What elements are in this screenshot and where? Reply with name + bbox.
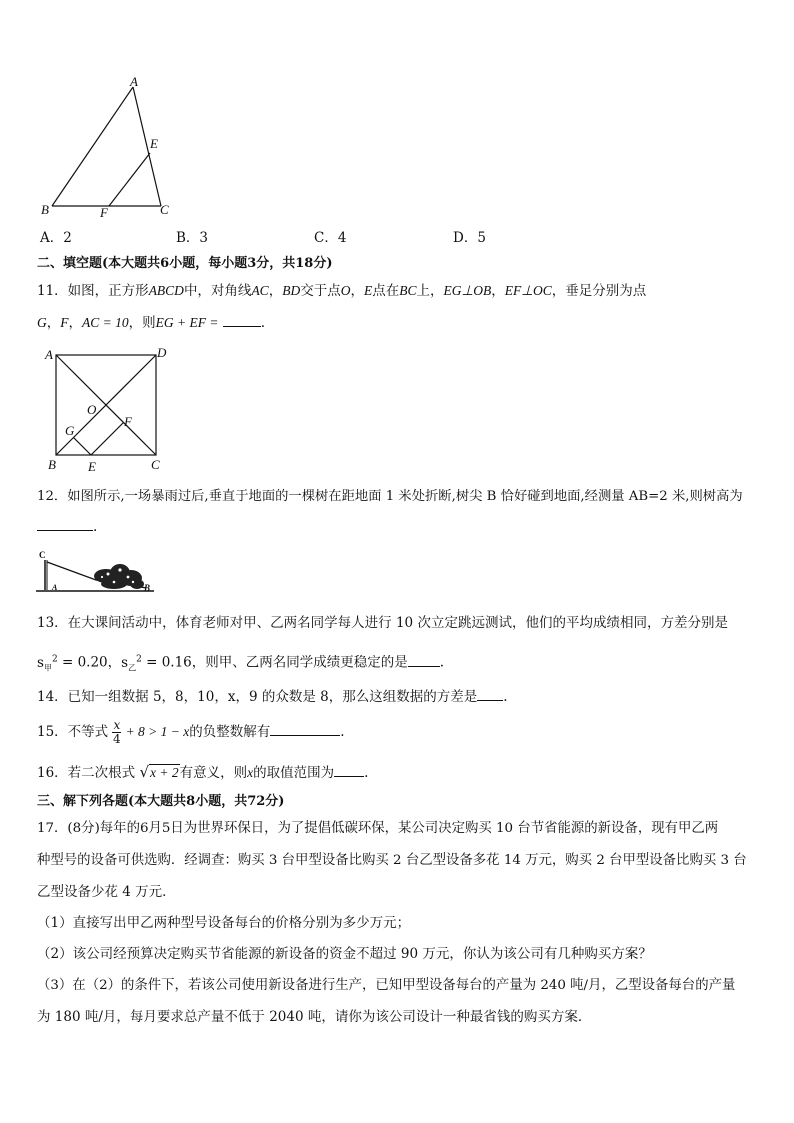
label-F: F <box>124 414 132 429</box>
answer-blank[interactable] <box>223 312 261 327</box>
q11-line1 <box>37 281 646 301</box>
q13-line2 <box>37 649 444 678</box>
q16-text: 有意义，则 <box>179 765 248 781</box>
q11-var: ABCD <box>148 283 184 298</box>
q15-expr: + 8 > 1 − x <box>125 724 190 739</box>
q15-text: 的负整数解有 <box>189 724 271 740</box>
fraction-numerator: x <box>113 718 121 732</box>
q16-line <box>37 762 368 783</box>
q11-var: BD <box>282 283 301 298</box>
q13-sup: 2 <box>51 654 58 664</box>
q17-line1: 17．(8分)每年的6月5日为世界环保日，为了提倡低碳环保，某公司决定购买 10 台节省能源的新设备，现有甲乙两 <box>37 821 719 836</box>
q10-option-c: C．4 <box>314 230 347 246</box>
q12-line1: 12．如图所示,一场暴雨过后,垂直于地面的一棵树在距地面 1 米处折断,树尖 B 恰好碰到地面,经测量 AB=2 米,则树高为 <box>37 489 743 504</box>
label-A: A <box>130 75 138 89</box>
q13-sub: 乙 <box>128 663 137 673</box>
square-figure <box>40 343 180 475</box>
q10-option-a: A．2 <box>40 230 72 246</box>
q13-line1: 13．在大课间活动中，体育老师对甲、乙两名同学每人进行 10 次立定跳远测试，他们的平均成绩相同，方差分别是 <box>37 615 728 631</box>
q11-var: AC <box>251 283 269 298</box>
q15-text: 15．不等式 <box>37 724 109 740</box>
q11-text: ，垂足分别为点 <box>551 283 647 299</box>
triangle-figure <box>30 75 190 225</box>
q17-part3-line2: 为 180 吨/月，每月要求总产量不低于 2040 吨，请你为该公司设计一种最省钱的购买方案． <box>37 1009 592 1025</box>
q12-end: . <box>93 519 98 535</box>
label-C: C <box>160 202 169 217</box>
label-G: G <box>65 423 75 438</box>
q11-var: E <box>363 283 373 298</box>
q17-line3: 乙型设备少花 4 万元． <box>37 884 176 900</box>
label-B: B <box>48 457 56 472</box>
q11-var: EF⊥OC <box>504 283 552 298</box>
variance-jia <box>37 655 58 671</box>
fraction-denominator: 4 <box>113 732 121 746</box>
q15-end: . <box>340 724 345 740</box>
q11-text: ， <box>46 315 61 331</box>
section-2-heading: 二、填空题(本大题共6小题，每小题3分，共18分) <box>37 256 333 271</box>
section-3-heading: 三、解下列各题(本大题共8小题，共72分) <box>37 794 285 809</box>
q11-var: F <box>60 315 69 330</box>
q17-line2: 种型号的设备可供选购．经调查：购买 3 台甲型设备比购买 2 台乙型设备多花 14 万元，购买 2 台甲型设备比购买 3 台 <box>37 853 747 868</box>
label-F: F <box>100 205 108 220</box>
q11-line2 <box>37 312 265 333</box>
q11-var: EG⊥OB <box>443 283 492 298</box>
q11-var: EG + EF = <box>155 315 219 330</box>
q17-part3-line1: （3）在（2）的条件下，若该公司使用新设备进行生产，已知甲型设备每台的产量为 240 吨/月，乙型设备每台的产量 <box>37 978 736 993</box>
q13-sup: 2 <box>136 654 142 664</box>
q16-text: 16．若二次根式 <box>37 765 136 781</box>
label-E: E <box>150 136 158 151</box>
label-B: B <box>144 583 151 593</box>
sqrt-radical: √ <box>139 763 150 781</box>
sqrt-radicand: x + 2 <box>150 765 179 780</box>
label-O: O <box>87 402 97 417</box>
q11-var: BC <box>399 283 417 298</box>
q11-text: ， <box>268 283 283 299</box>
q11-text: ， <box>68 315 82 331</box>
label-A: A <box>45 347 53 362</box>
label-C: C <box>39 550 46 560</box>
label-C: C <box>151 457 160 472</box>
answer-blank[interactable] <box>477 686 503 701</box>
answer-blank[interactable] <box>408 652 440 667</box>
q11-text: 交于点 <box>300 283 341 299</box>
q16-end: . <box>364 765 369 781</box>
q10-option-d: D．5 <box>453 230 486 246</box>
q16-text: 的取值范围为 <box>253 765 335 781</box>
label-E: E <box>88 459 96 474</box>
answer-blank[interactable] <box>334 762 364 777</box>
q11-text: ，则 <box>128 315 156 331</box>
q11-text: 点在 <box>372 283 400 299</box>
q17-part1: （1）直接写出甲乙两种型号设备每台的价格分别为多少万元； <box>37 915 411 931</box>
q17-part2: （2）该公司经预算决定购买节省能源的新设备的资金不超过 90 万元，你认为该公司有几种购买方案？ <box>37 946 652 962</box>
label-B: B <box>41 202 49 217</box>
q13-sub: 甲 <box>43 663 52 673</box>
q16-var: x <box>247 765 254 780</box>
q11-text: ， <box>491 283 505 299</box>
q11-var: G <box>37 315 47 330</box>
label-D: D <box>157 345 167 360</box>
broken-tree-figure <box>36 546 161 598</box>
q11-end: . <box>260 315 266 331</box>
q11-text: 上， <box>416 283 444 299</box>
label-A: A <box>52 583 58 592</box>
q11-var: O <box>340 283 351 298</box>
q11-var: AC = 10 <box>82 315 129 330</box>
q13-text: = 0.20， <box>57 654 122 671</box>
q13-symbol: s <box>121 654 129 671</box>
q12-line2 <box>37 516 97 537</box>
q13-end: . <box>439 654 445 671</box>
q10-option-b: B．3 <box>176 230 209 246</box>
answer-blank[interactable] <box>270 721 340 736</box>
q13-text: = 0.16 <box>141 654 192 671</box>
q13-text: ，则甲、乙两名同学成绩更稳定的是 <box>191 654 408 671</box>
q15-line <box>37 718 345 746</box>
q11-text: ， <box>350 283 364 299</box>
q13-symbol: s <box>37 654 44 671</box>
q14-end: . <box>503 689 508 705</box>
variance-yi <box>121 655 142 671</box>
answer-blank[interactable] <box>37 516 93 531</box>
fraction <box>112 719 121 746</box>
q11-text: 11．如图，正方形 <box>37 283 149 299</box>
q14-text: 14．已知一组数据 5，8，10，x，9 的众数是 8，那么这组数据的方差是 <box>37 689 478 705</box>
q14-line <box>37 686 508 707</box>
q11-text: 中，对角线 <box>183 283 252 299</box>
